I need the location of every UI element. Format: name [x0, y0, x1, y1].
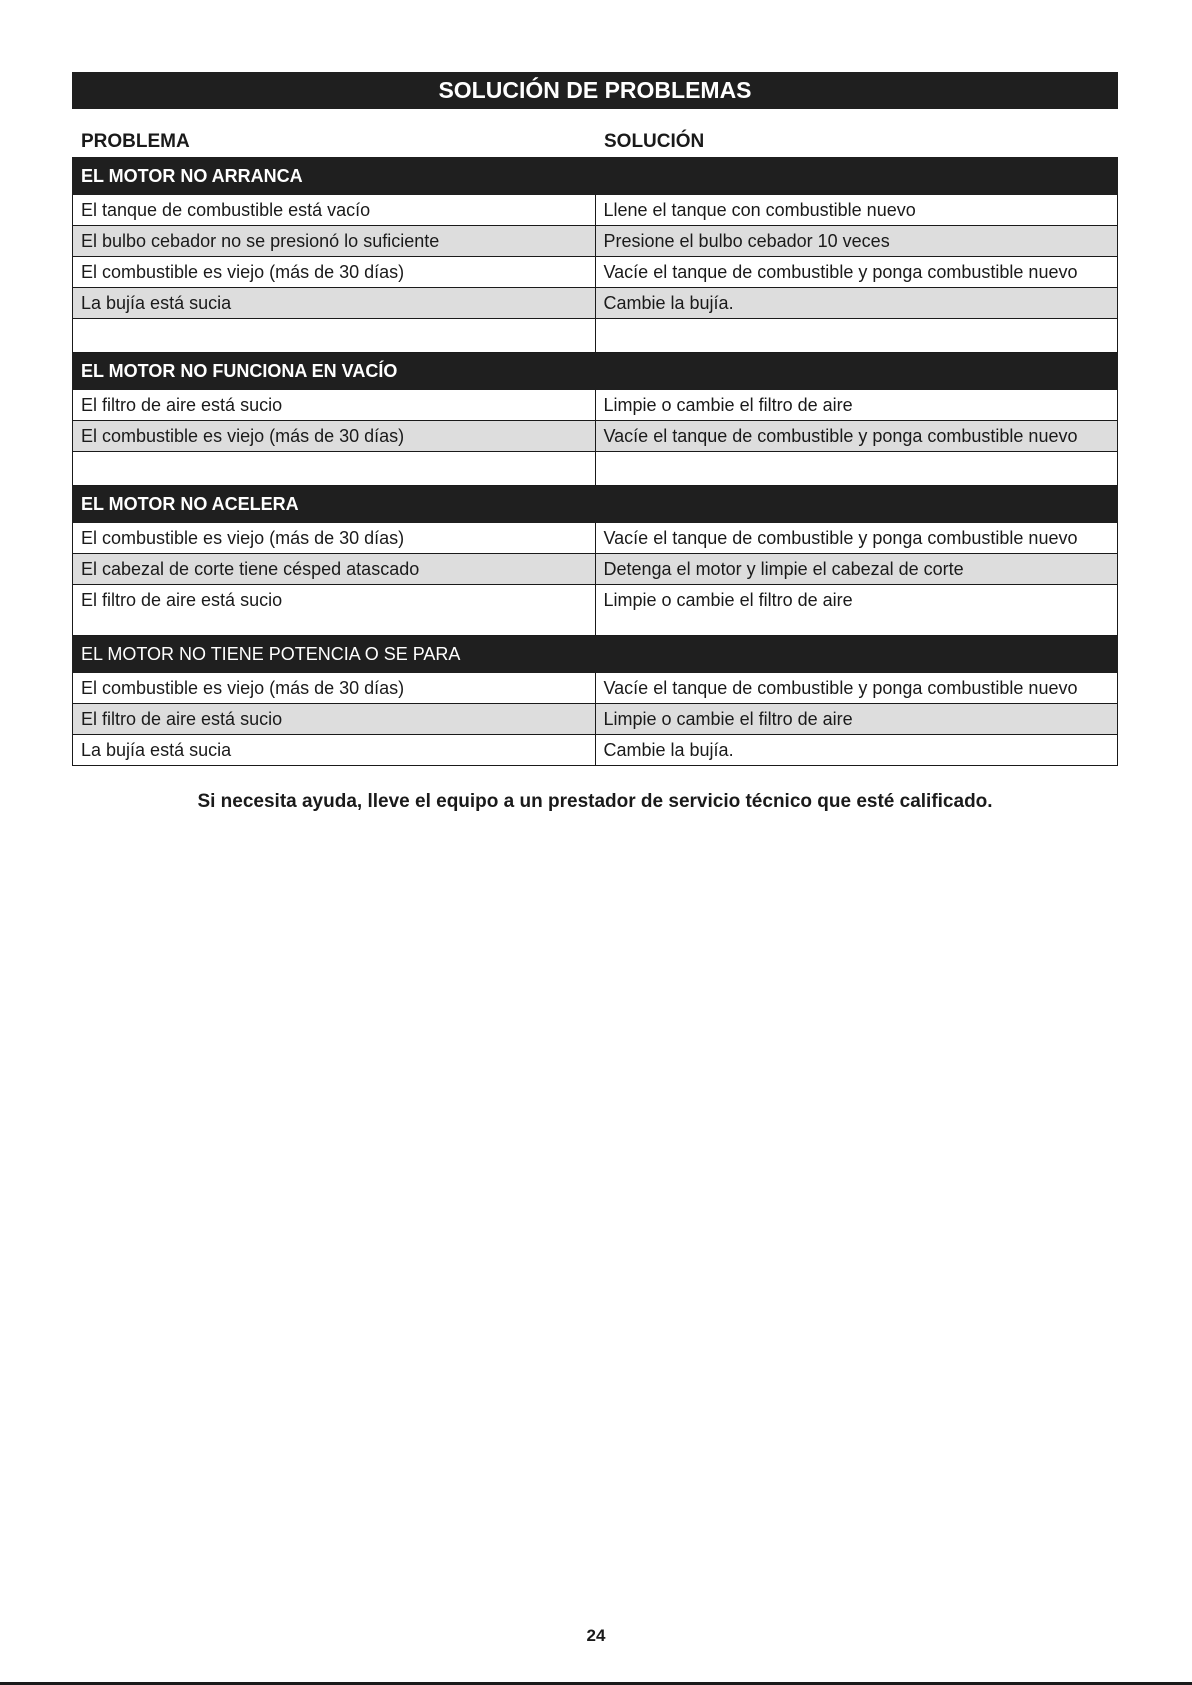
- problem-cell: El combustible es viejo (más de 30 días): [73, 523, 596, 554]
- column-header-problem: PROBLEMA: [81, 131, 190, 152]
- troubleshooting-table: [72, 157, 1118, 766]
- table-row: [73, 585, 1118, 636]
- section-heading: EL MOTOR NO FUNCIONA EN VACÍO: [73, 353, 1118, 390]
- empty-cell: [595, 452, 1118, 486]
- table-row: [73, 735, 1118, 766]
- solution-cell: Vacíe el tanque de combustible y ponga combustible nuevo: [595, 673, 1118, 704]
- solution-cell: Limpie o cambie el filtro de aire: [595, 585, 1118, 636]
- footnote: Si necesita ayuda, lleve el equipo a un prestador de servicio técnico que esté calificado.: [197, 791, 993, 812]
- solution-cell: Detenga el motor y limpie el cabezal de corte: [595, 554, 1118, 585]
- table-row: [73, 704, 1118, 735]
- table-row: [73, 257, 1118, 288]
- problem-cell: El cabezal de corte tiene césped atascado: [73, 554, 596, 585]
- table-row: [73, 554, 1118, 585]
- solution-cell: Llene el tanque con combustible nuevo: [595, 195, 1118, 226]
- table-row: [73, 195, 1118, 226]
- table-row: [73, 523, 1118, 554]
- section-heading-row: [73, 636, 1118, 673]
- section-heading-row: [73, 158, 1118, 195]
- problem-cell: La bujía está sucia: [73, 735, 596, 766]
- solution-cell: Vacíe el tanque de combustible y ponga combustible nuevo: [595, 421, 1118, 452]
- problem-cell: El filtro de aire está sucio: [73, 585, 596, 636]
- solution-cell: Limpie o cambie el filtro de aire: [595, 390, 1118, 421]
- table-row: [73, 673, 1118, 704]
- problem-cell: El combustible es viejo (más de 30 días): [73, 421, 596, 452]
- spacer-row: [73, 319, 1118, 353]
- problem-cell: La bujía está sucia: [73, 288, 596, 319]
- problem-cell: El filtro de aire está sucio: [73, 390, 596, 421]
- empty-cell: [73, 319, 596, 353]
- problem-cell: El bulbo cebador no se presionó lo suficiente: [73, 226, 596, 257]
- page-number: 24: [586, 1626, 606, 1645]
- solution-cell: Cambie la bujía.: [595, 735, 1118, 766]
- solution-cell: Presione el bulbo cebador 10 veces: [595, 226, 1118, 257]
- page-title: SOLUCIÓN DE PROBLEMAS: [72, 72, 1118, 109]
- section-heading: EL MOTOR NO TIENE POTENCIA O SE PARA: [73, 636, 1118, 673]
- column-header-solution: SOLUCIÓN: [604, 131, 705, 152]
- problem-cell: El filtro de aire está sucio: [73, 704, 596, 735]
- section-heading-row: [73, 353, 1118, 390]
- spacer-row: [73, 452, 1118, 486]
- empty-cell: [73, 452, 596, 486]
- section-heading: EL MOTOR NO ARRANCA: [73, 158, 1118, 195]
- solution-cell: Limpie o cambie el filtro de aire: [595, 704, 1118, 735]
- table-row: [73, 421, 1118, 452]
- solution-cell: Cambie la bujía.: [595, 288, 1118, 319]
- section-heading-row: [73, 486, 1118, 523]
- table-row: [73, 288, 1118, 319]
- solution-cell: Vacíe el tanque de combustible y ponga combustible nuevo: [595, 523, 1118, 554]
- solution-cell: Vacíe el tanque de combustible y ponga combustible nuevo: [595, 257, 1118, 288]
- problem-cell: El combustible es viejo (más de 30 días): [73, 673, 596, 704]
- table-row: [73, 390, 1118, 421]
- problem-cell: El combustible es viejo (más de 30 días): [73, 257, 596, 288]
- empty-cell: [595, 319, 1118, 353]
- table-row: [73, 226, 1118, 257]
- section-heading: EL MOTOR NO ACELERA: [73, 486, 1118, 523]
- problem-cell: El tanque de combustible está vacío: [73, 195, 596, 226]
